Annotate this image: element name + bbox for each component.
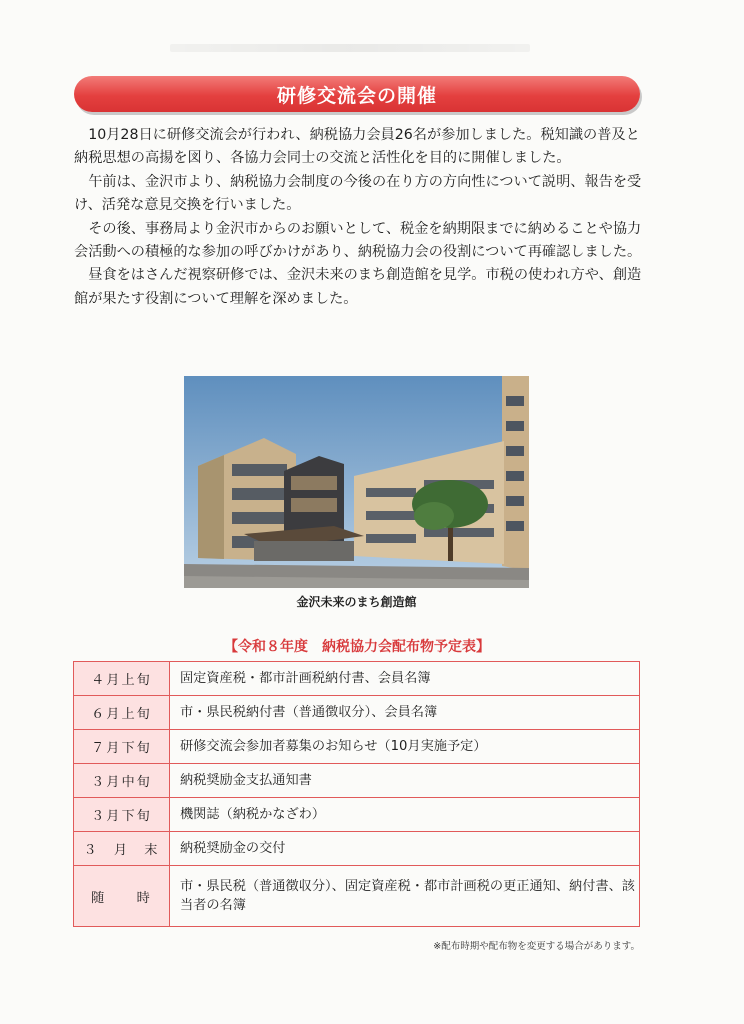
table-row <box>74 832 640 866</box>
schedule-items: 固定資産税・都市計画税納付書、会員名簿 <box>170 662 640 696</box>
table-row <box>74 764 640 798</box>
schedule-items: 市・県民税納付書（普通徴収分）、会員名簿 <box>170 696 640 730</box>
table-row <box>74 662 640 696</box>
schedule-period: ６月上旬 <box>74 696 170 730</box>
table-row <box>74 730 640 764</box>
schedule-items: 納税奨励金の交付 <box>170 832 640 866</box>
table-row <box>74 798 640 832</box>
schedule-period: ３月下旬 <box>74 798 170 832</box>
schedule-items: 機関誌（納税かなざわ） <box>170 798 640 832</box>
building-photo <box>184 376 529 588</box>
article-body <box>74 124 646 311</box>
paragraph: その後、事務局より金沢市からのお願いとして、税金を納期限までに納めることや協力会活動への積極的な参加の呼びかけがあり、納税協力会の役割について再確認しました。 <box>74 220 642 261</box>
schedule-period: ３ 月 末 <box>74 832 170 866</box>
schedule-period: ７月下旬 <box>74 730 170 764</box>
schedule-items: 研修交流会参加者募集のお知らせ（10月実施予定） <box>170 730 640 764</box>
show-through-text <box>170 44 530 52</box>
building-illustration <box>184 376 529 588</box>
paragraph: 昼食をはさんだ視察研修では、金沢未来のまち創造館を見学。市税の使われ方や、創造館が果たす役割について理解を深めました。 <box>74 267 642 307</box>
distribution-schedule-table <box>73 661 640 927</box>
footnote: ※配布時期や配布物を変更する場合があります。 <box>433 941 640 952</box>
schedule-items: 納税奨励金支払通知書 <box>170 764 640 798</box>
schedule-items: 市・県民税（普通徴収分）、固定資産税・都市計画税の更正通知、納付書、該当者の名簿 <box>170 866 640 927</box>
table-row <box>74 696 640 730</box>
schedule-heading: 【令和８年度 納税協力会配布物予定表】 <box>224 639 490 655</box>
table-row <box>74 866 640 927</box>
paragraph: 10月28日に研修交流会が行われ、納税協力会員26名が参加しました。税知識の普及と納税思想の高揚を図り、各協力会同士の交流と活性化を目的に開催しました。 <box>74 127 640 167</box>
schedule-period: ３月中旬 <box>74 764 170 798</box>
photo-caption: 金沢未来のまち創造館 <box>296 595 417 609</box>
section-title-banner <box>74 76 640 112</box>
section-title: 研修交流会の開催 <box>276 84 437 107</box>
paragraph: 午前は、金沢市より、納税協力会制度の今後の在り方の方向性について説明、報告を受け、活発な意見交換を行いました。 <box>74 173 642 214</box>
schedule-period: 随 時 <box>74 866 170 927</box>
schedule-period: ４月上旬 <box>74 662 170 696</box>
